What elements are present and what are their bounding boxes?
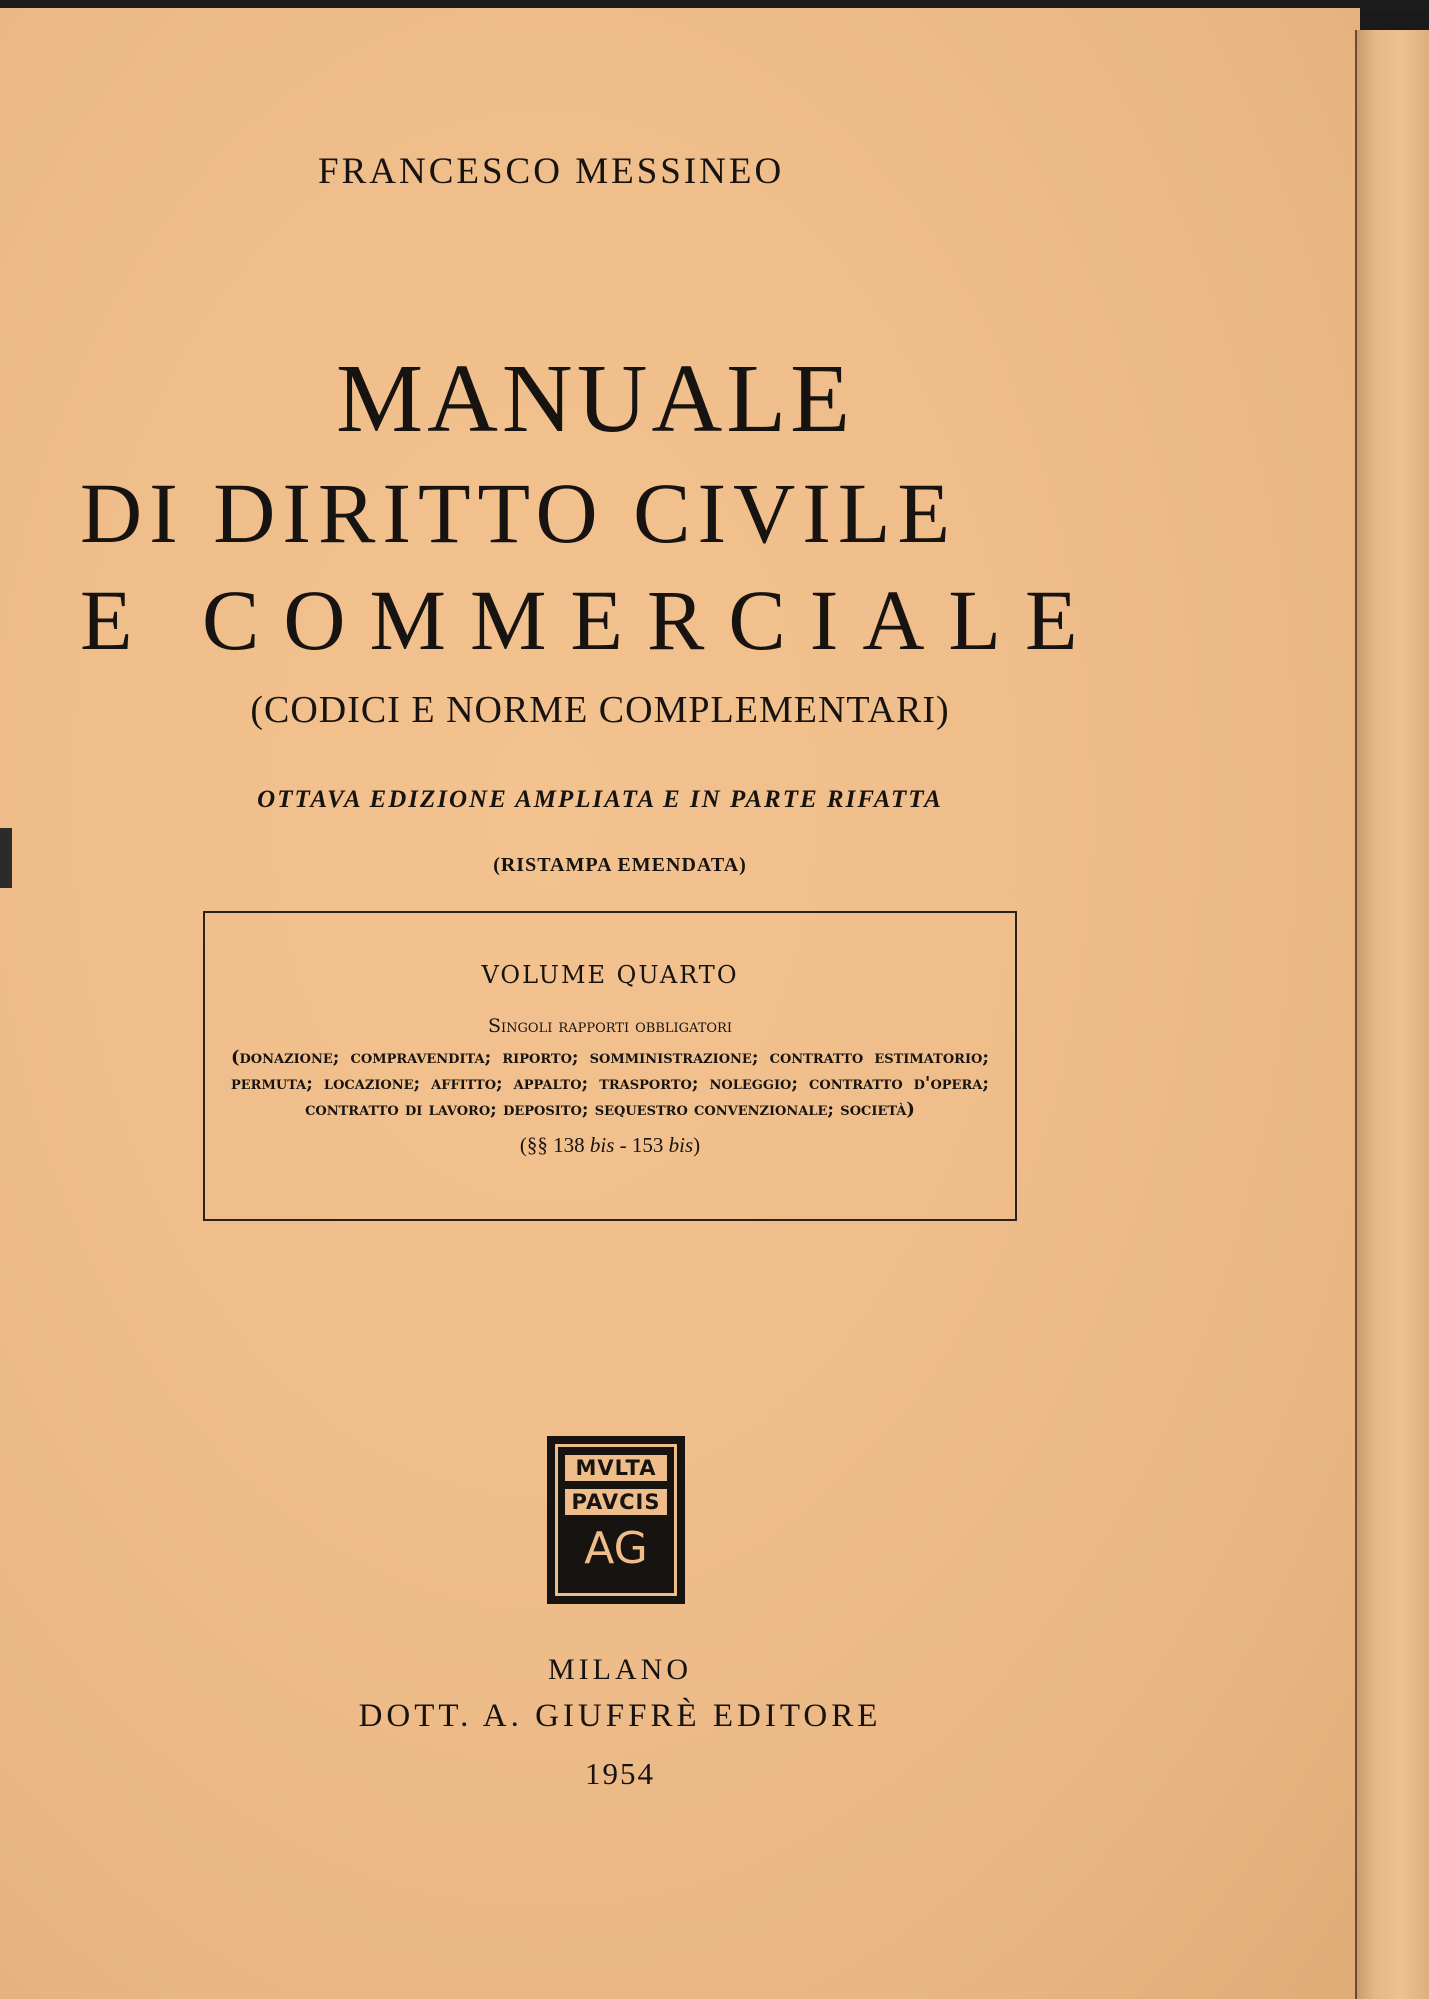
logo-word-1: MVLTA bbox=[565, 1455, 667, 1481]
volume-label: VOLUME QUARTO bbox=[481, 961, 739, 989]
section-range-prefix: (§§ 138 bbox=[519, 1133, 590, 1157]
logo-monogram: AG bbox=[584, 1523, 648, 1574]
section-range-suffix: ) bbox=[693, 1133, 701, 1157]
publisher-logo bbox=[547, 1436, 685, 1604]
logo-frame bbox=[555, 1444, 677, 1596]
jacket-flap bbox=[1355, 30, 1429, 1999]
title-line-3: E COMMERCIALE bbox=[80, 572, 1102, 668]
publication-year: 1954 bbox=[585, 1756, 655, 1791]
reprint-note: (RISTAMPA EMENDATA) bbox=[493, 854, 747, 876]
edition-note: OTTAVA EDIZIONE AMPLIATA E IN PARTE RIFATTA bbox=[257, 786, 943, 813]
title-line-2: DI DIRITTO CIVILE bbox=[80, 465, 957, 561]
section-range-bis: bis bbox=[589, 1133, 615, 1157]
publication-city: MILANO bbox=[548, 1653, 692, 1686]
title-line-1: MANUALE bbox=[336, 345, 854, 453]
section-range-mid: - 153 bbox=[614, 1133, 669, 1157]
volume-box bbox=[203, 911, 1017, 1221]
publisher-name: DOTT. A. GIUFFRÈ EDITORE bbox=[358, 1698, 882, 1734]
book-cover bbox=[0, 8, 1360, 1999]
volume-heading: Singoli rapporti obbligatori bbox=[488, 1015, 732, 1037]
logo-word-2: PAVCIS bbox=[565, 1489, 667, 1515]
section-range bbox=[205, 1133, 1015, 1158]
author-name: FRANCESCO MESSINEO bbox=[318, 151, 785, 192]
section-range-bis: bis bbox=[668, 1133, 694, 1157]
subtitle: (CODICI E NORME COMPLEMENTARI) bbox=[250, 689, 950, 731]
volume-contents: (donazione; compravendita; riporto; somministrazione; contratto estimatorio; permuta; locazione; affitto; appalto; trasporto; noleggio; contratto d'opera; contratto di lavoro; deposito; sequestro convenzionale; società) bbox=[231, 1047, 989, 1120]
